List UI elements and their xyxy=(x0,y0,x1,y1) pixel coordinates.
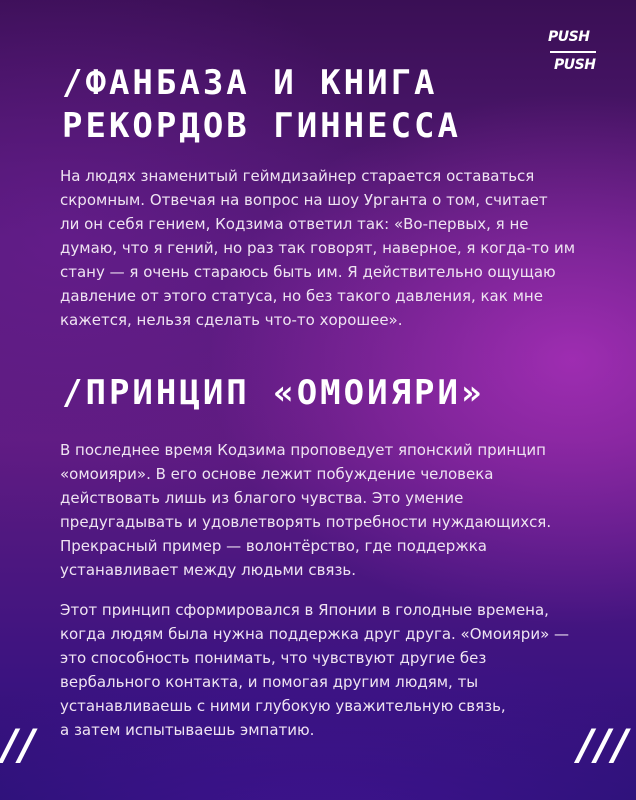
section2-paragraph-2 xyxy=(60,598,600,742)
paragraph-line: а затем испытываешь эмпатию. xyxy=(60,721,315,739)
paragraph-line: кажется, нельзя сделать что-то хорошее». xyxy=(60,311,403,329)
section2-title: /ПРИНЦИП «ОМОИЯРИ» xyxy=(62,373,485,413)
paragraph-line: вербального контакта, и помогая другим людям, ты xyxy=(60,673,479,691)
push-push-logo xyxy=(546,28,600,82)
paragraph-line: Этот принцип сформировался в Японии в голодные времена, xyxy=(60,601,549,619)
paragraph-line: когда людям была нужна поддержка друг друга. «Омоияри» — xyxy=(60,625,570,643)
logo-bottom-text: PUSH xyxy=(554,57,596,73)
section2-paragraph-1 xyxy=(60,438,600,582)
paragraph-line: предугадывать и удовлетворять потребности нуждающихся. xyxy=(60,513,552,531)
paragraph-line: стану — я очень стараюсь быть им. Я действительно ощущаю xyxy=(60,263,556,281)
paragraph-line: Прекрасный пример — волонтёрство, где поддержка xyxy=(60,537,488,555)
section1-title-line: РЕКОРДОВ ГИННЕССА xyxy=(62,106,461,146)
paragraph-line: скромным. Отвечая на вопрос на шоу Урганта о том, считает xyxy=(60,191,548,209)
paragraph-line: «омоияри». В его основе лежит побуждение человека xyxy=(60,465,494,483)
paragraph-line: В последнее время Кодзима проповедует японский принцип xyxy=(60,441,546,459)
paragraph-line: ли он себя гением, Кодзима ответил так: «Во-первых, я не xyxy=(60,215,529,233)
logo-divider xyxy=(550,51,596,53)
decor-slashes-left: // xyxy=(2,720,37,769)
paragraph-line: действовать лишь из благого чувства. Это умение xyxy=(60,489,464,507)
paragraph-line: это способность понимать, что чувствуют другие без xyxy=(60,649,487,667)
paragraph-line: устанавливает между людьми связь. xyxy=(60,561,357,579)
section1-title-line: /ФАНБАЗА И КНИГА xyxy=(62,63,438,103)
decor-slashes-right: /// xyxy=(577,720,630,769)
paragraph-line: устанавливаешь с ними глубокую уважительную связь, xyxy=(60,697,506,715)
paragraph-line: На людях знаменитый геймдизайнер старается оставаться xyxy=(60,167,535,185)
section1-paragraph xyxy=(60,164,600,332)
paragraph-line: думаю, что я гений, но раз так говорят, наверное, я когда-то им xyxy=(60,239,576,257)
logo-top-text: PUSH xyxy=(548,29,590,45)
paragraph-line: давление от этого статуса, но без такого давления, как мне xyxy=(60,287,543,305)
section1-title xyxy=(62,62,461,148)
